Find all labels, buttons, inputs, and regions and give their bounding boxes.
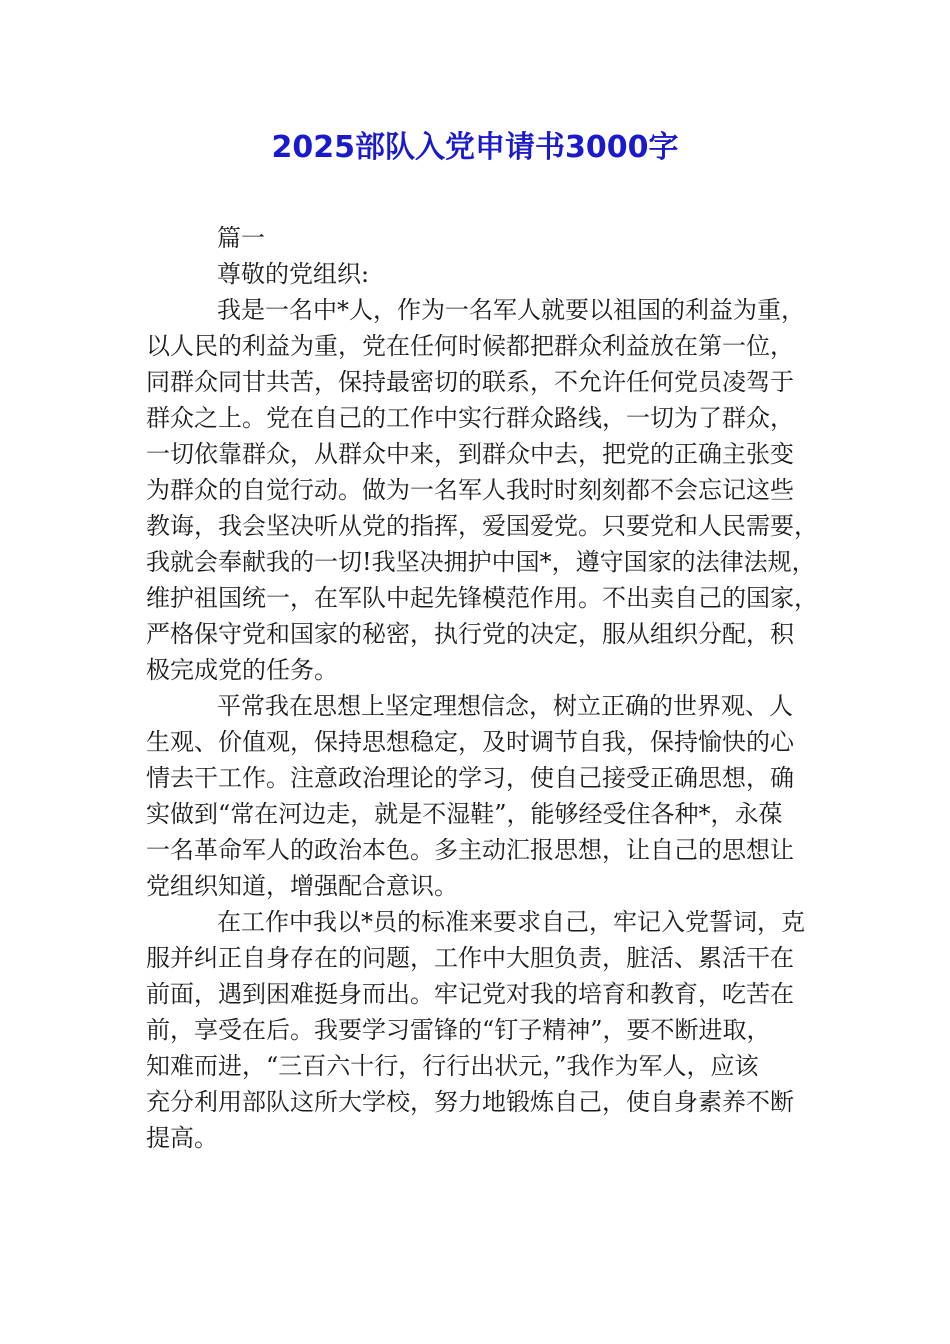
paragraph-line: 生观、价值观，保持思想稳定，及时调节自我，保持愉快的心 [146, 728, 794, 756]
paragraph-line: 我是一名中*人，作为一名军人就要以祖国的利益为重， [217, 296, 805, 324]
paragraph-line: 以人民的利益为重，党在任何时候都把群众利益放在第一位， [146, 332, 794, 360]
paragraph-3 [146, 904, 806, 1156]
paragraph-line: 一切依靠群众，从群众中来，到群众中去，把党的正确主张变 [146, 440, 794, 468]
paragraph-line: 群众之上。党在自己的工作中实行群众路线，一切为了群众， [146, 404, 794, 432]
paragraph-line: 服并纠正自身存在的问题，工作中大胆负责，脏活、累活干在 [146, 944, 794, 972]
paragraph-line: 在工作中我以*员的标准来要求自己，牢记入党誓词，克 [217, 908, 805, 936]
paragraph-line: 平常我在思想上坚定理想信念，树立正确的世界观、人 [217, 692, 793, 720]
paragraph-line: 党组织知道，增强配合意识。 [146, 872, 458, 900]
paragraph-line: 我就会奉献我的一切!我坚决拥护中国*，遵守国家的法律法规， [146, 548, 816, 576]
paragraph-line: 教诲，我会坚决听从党的指挥，爱国爱党。只要党和人民需要， [146, 512, 818, 540]
paragraph-line: 为群众的自觉行动。做为一名军人我时时刻刻都不会忘记这些 [146, 476, 794, 504]
paragraph-1 [146, 292, 818, 688]
paragraph-2 [146, 688, 806, 904]
document-body [146, 220, 818, 1156]
document-title: 2025部队入党申请书3000字 [271, 130, 679, 165]
paragraph-line: 前面，遇到困难挺身而出。牢记党对我的培育和教育，吃苦在 [146, 980, 794, 1008]
paragraph-line: 前，享受在后。我要学习雷锋的“钉子精神”，要不断进取， [146, 1016, 771, 1044]
paragraph-line: 同群众同甘共苦，保持最密切的联系，不允许任何党员凌驾于 [146, 368, 794, 396]
salutation: 尊敬的党组织: [217, 260, 370, 288]
paragraph-line: 充分利用部队这所大学校，努力地锻炼自己，使自身素养不断 [146, 1088, 794, 1116]
paragraph-line: 情去干工作。注意政治理论的学习，使自己接受正确思想，确 [146, 764, 794, 792]
paragraph-line: 提高。 [146, 1124, 218, 1152]
paragraph-line: 一名革命军人的政治本色。多主动汇报思想，让自己的思想让 [146, 836, 794, 864]
paragraph-line: 维护祖国统一，在军队中起先锋模范作用。不出卖自己的国家， [146, 584, 818, 612]
paragraph-line: 严格保守党和国家的秘密，执行党的决定，服从组织分配，积 [146, 620, 794, 648]
paragraph-line: 实做到“常在河边走，就是不湿鞋”，能够经受住各种*，永葆 [146, 800, 783, 828]
section-heading: 篇一 [217, 224, 265, 252]
paragraph-line: 知难而进，“三百六十行，行行出状元，”我作为军人，应该 [146, 1052, 759, 1080]
paragraph-line: 极完成党的任务。 [146, 656, 338, 684]
